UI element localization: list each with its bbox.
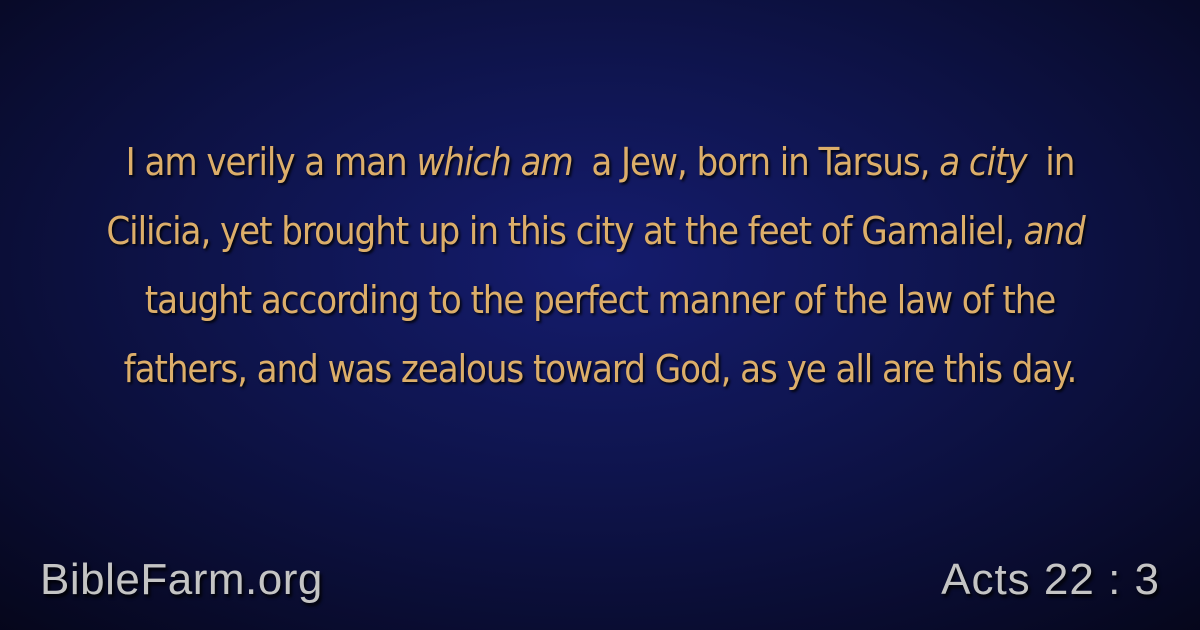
verse-segment: in Cilicia, yet brought up in this city at the feet of Gamaliel, (106, 140, 1075, 253)
verse-segment-italic: which am (416, 140, 573, 184)
site-name: BibleFarm.org (40, 555, 323, 604)
verse-segment: taught according to the perfect manner of the law of the fathers, and was zealous toward God, as ye all are this day. (123, 278, 1077, 391)
verse-segment-italic: and (1023, 209, 1085, 253)
verse-segment: I am verily a man (125, 140, 417, 184)
verse-segment: a Jew, born in Tarsus, (581, 140, 940, 184)
verse-segment-italic: a city (939, 140, 1027, 184)
verse-reference: Acts 22 : 3 (941, 555, 1160, 604)
verse-text (105, 128, 1095, 404)
